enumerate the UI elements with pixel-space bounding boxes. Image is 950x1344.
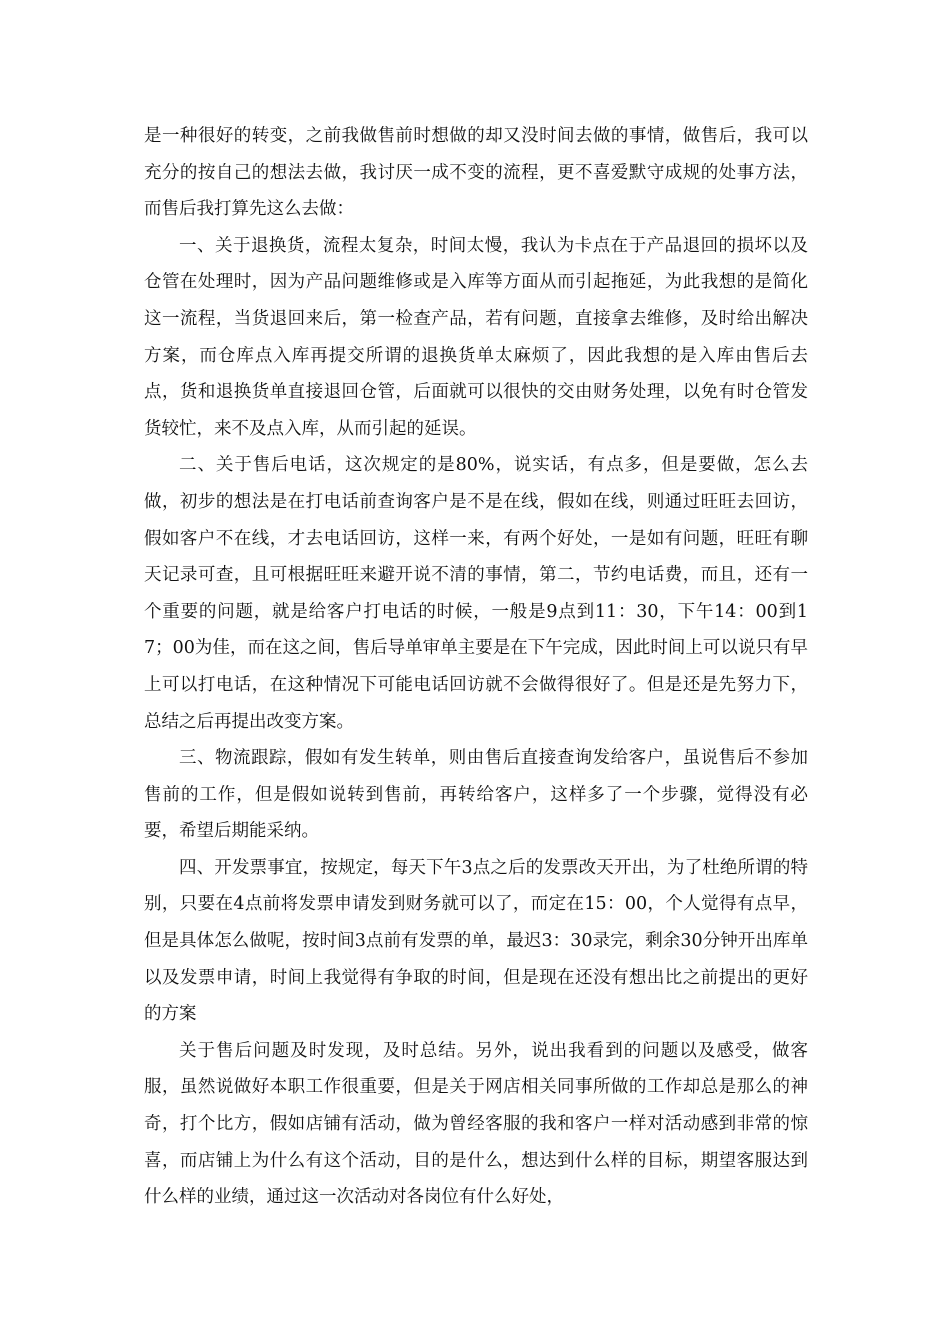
- paragraph-summary: 关于售后问题及时发现，及时总结。另外，说出我看到的问题以及感受，做客服，虽然说做好本职工作很重要，但是关于网店相关同事所做的工作却总是那么的神奇，打个比方，假如店铺有活动，做为曾经客服的我和客户一样对活动感到非常的惊喜，而店铺上为什么有这个活动，目的是什么，想达到什么样的目标，期望客服达到什么样的业绩，通过这一次活动对各岗位有什么好处，: [144, 1040, 808, 1208]
- paragraph-returns-exchanges: 一、关于退换货，流程太复杂，时间太慢，我认为卡点在于产品退回的损坏以及仓管在处理时，因为产品问题维修或是入库等方面从而引起拖延，为此我想的是简化这一流程，当货退回来后，第一检查产品，若有问题，直接拿去维修，及时给出解决方案，而仓库点入库再提交所谓的退换货单太麻烦了，因此我想的是入库由售后去点，货和退换货单直接退回仓管，后面就可以很快的交由财务处理，以免有时仓管发货较忙，来不及点入库，从而引起的延误。: [144, 235, 808, 439]
- paragraph-invoicing: 四、开发票事宜，按规定，每天下午3点之后的发票改天开出，为了杜绝所谓的特别，只要在4点前将发票申请发到财务就可以了，而定在15：00，个人觉得有点早，但是具体怎么做呢，按时间3点前有发票的单，最迟3：30录完，剩余30分钟开出库单以及发票申请，时间上我觉得有争取的时间，但是现在还没有想出比之前提出的更好的方案: [144, 857, 808, 1025]
- document-body: [144, 118, 808, 1216]
- paragraph-logistics-tracking: 三、物流跟踪，假如有发生转单，则由售后直接查询发给客户，虽说售后不参加售前的工作，但是假如说转到售前，再转给客户，这样多了一个步骤，觉得没有必要，希望后期能采纳。: [144, 748, 808, 842]
- paragraph-after-sales-calls: 二、关于售后电话，这次规定的是80%，说实话，有点多，但是要做，怎么去做，初步的想法是在打电话前查询客户是不是在线，假如在线，则通过旺旺去回访，假如客户不在线，才去电话回访，这样一来，有两个好处，一是如有问题，旺旺有聊天记录可查，且可根据旺旺来避开说不清的事情，第二，节约电话费，而且，还有一个重要的问题，就是给客户打电话的时候，一般是9点到11：30，下午14：00到17；00为佳，而在这之间，售后导单审单主要是在下午完成，因此时间上可以说只有早上可以打电话，在这种情况下可能电话回访就不会做得很好了。但是还是先努力下，总结之后再提出改变方案。: [144, 455, 808, 732]
- paragraph-intro: 是一种很好的转变，之前我做售前时想做的却又没时间去做的事情，做售后，我可以充分的按自己的想法去做，我讨厌一成不变的流程，更不喜爱默守成规的处事方法，而售后我打算先这么去做：: [144, 126, 808, 220]
- document-page: [144, 0, 808, 1344]
